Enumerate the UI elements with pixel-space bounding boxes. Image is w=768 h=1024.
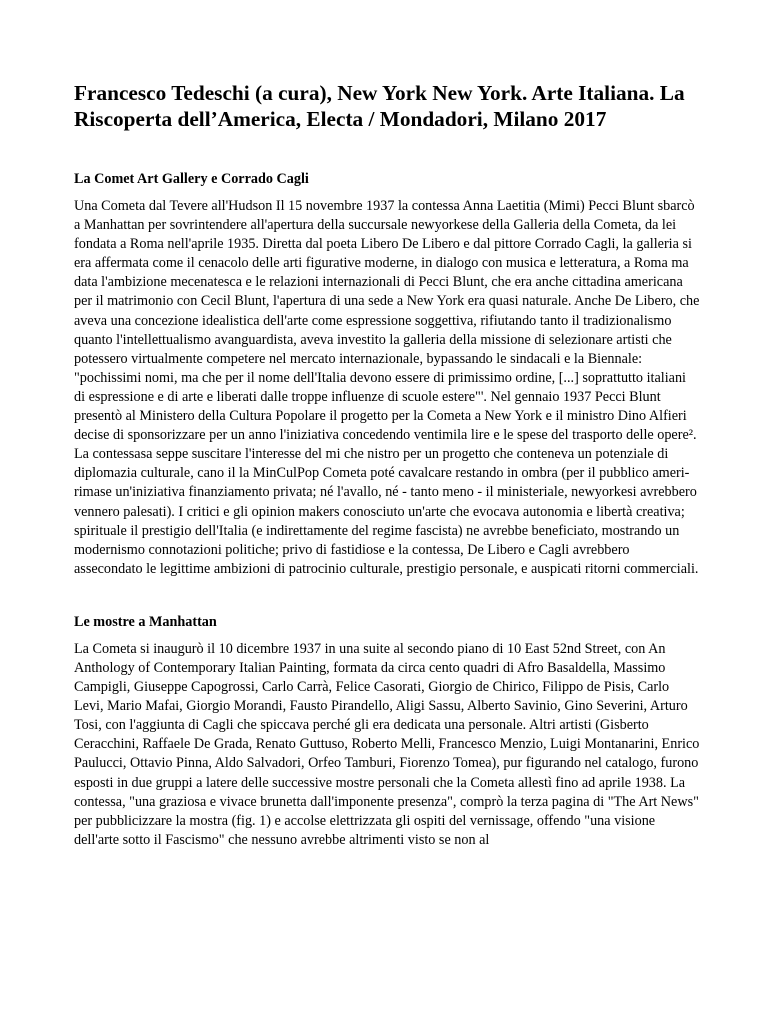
document-title: Francesco Tedeschi (a cura), New York New York. Arte Italiana. La Riscoperta dell’America, Electa / Mondadori, Milano 2017 (74, 81, 685, 131)
document-page (74, 80, 700, 884)
section-manhattan-shows (74, 613, 700, 850)
section-comet-gallery (74, 170, 700, 579)
section-heading: La Comet Art Gallery e Corrado Cagli (74, 171, 309, 187)
section-heading: Le mostre a Manhattan (74, 613, 217, 630)
section-paragraph: Una Cometa dal Tevere all'Hudson Il 15 novembre 1937 la contessa Anna Laetitia (Mimi) Pecci Blunt sbarcò a Manhattan per sovrintendere all'apertura della succursale newyorkese della Galleria della Cometa, da lei fondata a Roma nell'aprile 1935. Diretta dal poeta Libero De Libero e dal pittore Corrado Cagli, la galleria si era affermata come il cenacolo delle arti figurative moderne, in dialogo con musica e letteratura, a Roma ma data l'ambizione mecenatesca e le relazioni internazionali di Pecci Blunt, che era anche cittadina americana per il matrimonio con Cecil Blunt, l'apertura di una sede a New York era quasi naturale. Anche De Libero, che aveva una concezione idealistica dell'arte come espressione soggettiva, rifiutando tanto il tradizionalismo quanto l'intellettualismo avanguardista, aveva investito la galleria della missione di selezionare artisti che potessero virtualmente competere nel mercato internazionale, bypassando le sindacali e la Biennale: "pochissimi nomi, ma che per il nome dell'Italia devono essere di primissimo ordine, [...] soprattutto italiani di espressione e di arte e liberati dalle troppe influenze di scuole estere"'. Nel gennaio 1937 Pecci Blunt presentò al Ministero della Cultura Popolare il progetto per la Cometa a New York e il ministro Dino Alfieri decise di sponsorizzare per un anno l'iniziativa concedendo ventimila lire e le spese del trasporto delle opere². La contessasa seppe suscitare l'interesse del mi che nistro per un progetto che conteneva un potenziale di diplomazia culturale, cano il la MinCulPop Cometa poté cavalcare restando in ombra (per il pubblico ameri- rimase un'iniziativa finanziamento privata; né l'avallo, né - tanto meno - il ministeriale, newyorkesi avrebbero vennero palesati). I critici e gli opinion makers conosciuto un'arte che evocava autonomia e libertà creativa; spirituale il prestigio dell'Italia (e indirettamente del regime fascista) ne avrebbe beneficiato, mostrando un modernismo connotazioni politiche; privo di fastidiose e la contessa, De Libero e Cagli avrebbero assecondato le legittime ambizioni di patrocinio culturale, prestigio personale, e auspicati ritorni commerciali. (74, 198, 700, 577)
section-paragraph: La Cometa si inaugurò il 10 dicembre 1937 in una suite al secondo piano di 10 East 52nd Street, con An Anthology of Contemporary Italian Painting, formata da circa cento quadri di Afro Basaldella, Massimo Campigli, Giuseppe Capogrossi, Carlo Carrà, Felice Casorati, Giorgio de Chirico, Filippo de Pisis, Carlo Levi, Mario Mafai, Giorgio Morandi, Fausto Pirandello, Aligi Sassu, Alberto Savinio, Gino Severini, Arturo Tosi, con l'aggiunta di Cagli che spiccava perché gli era dedicata una personale. Altri artisti (Gisberto Ceracchini, Raffaele De Grada, Renato Guttuso, Roberto Melli, Francesco Menzio, Luigi Montanarini, Enrico Paulucci, Ottavio Pinna, Aldo Salvadori, Orfeo Tamburi, Fiorenzo Tomea), pur figurando nel catalogo, furono esposti in due gruppi a latere delle successive mostre personali che la Cometa allestì fino ad aprile 1938. La contessa, "una graziosa e vivace brunetta dall'imponente presenza", comprò la terza pagina di "The Art News" per pubblicizzare la mostra (fig. 1) e accolse elettrizzata gli ospiti del vernissage, offendo "una visione dell'arte sotto il Fascismo" che nessuno avrebbe altrimenti visto se non al (74, 640, 700, 848)
